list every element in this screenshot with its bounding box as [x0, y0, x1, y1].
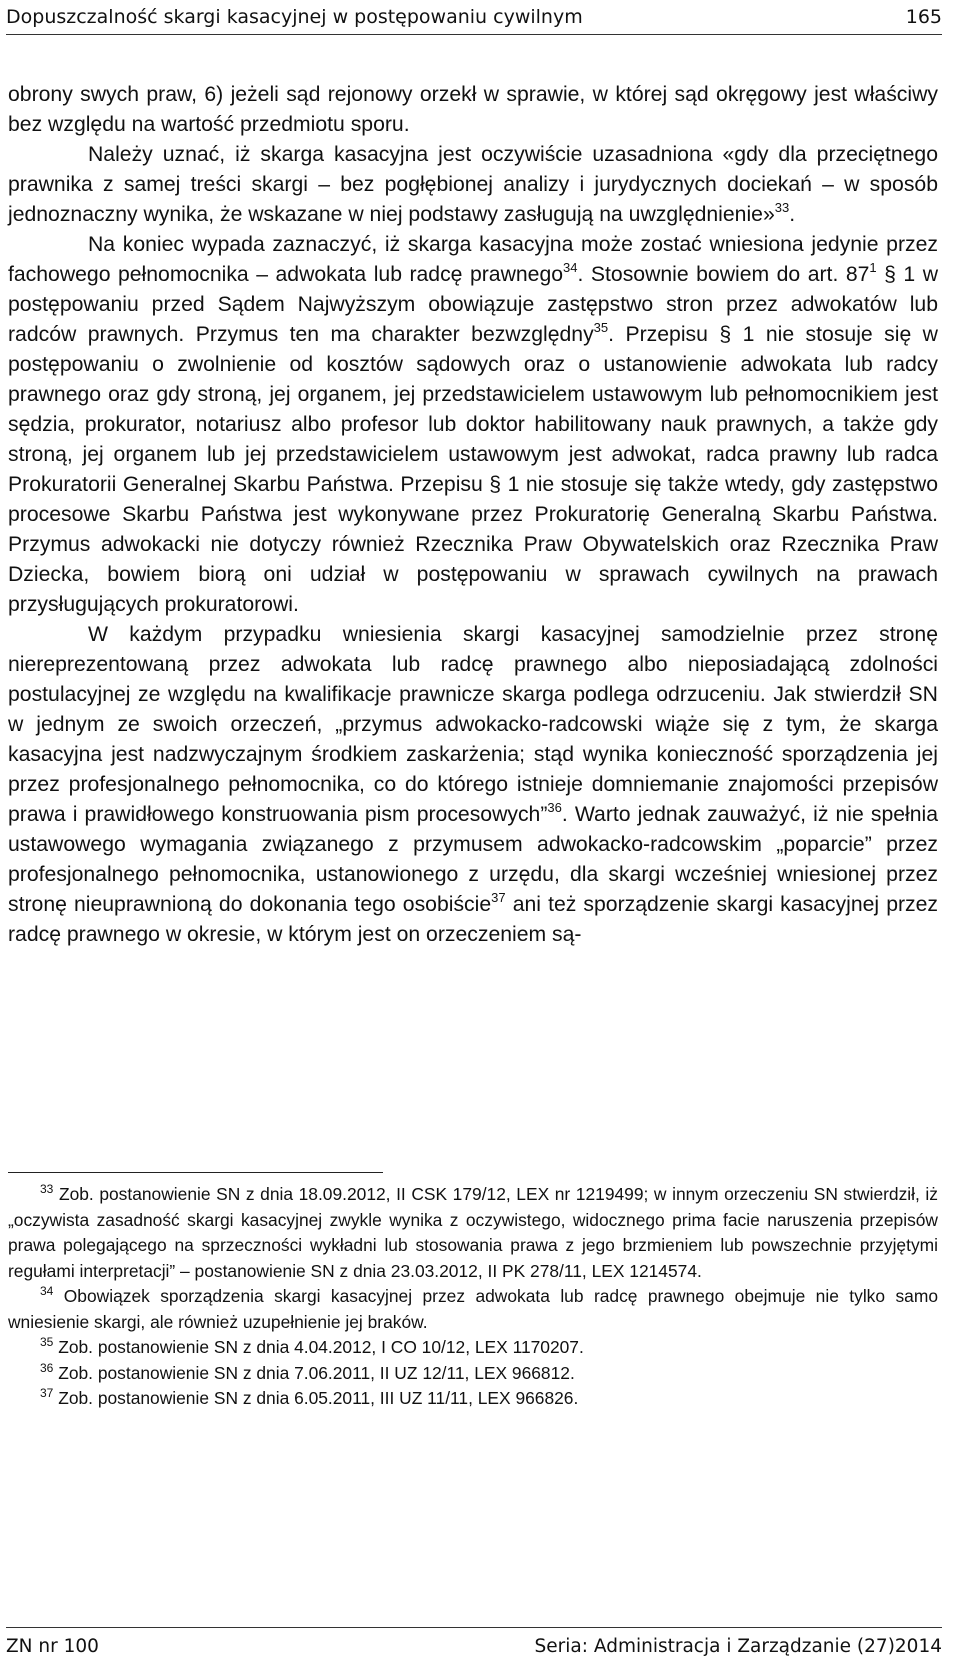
series-info: Seria: Administracja i Zarządzanie (27)2014 — [534, 1636, 942, 1657]
footnote-number: 34 — [40, 1284, 54, 1298]
footnote-ref-33[interactable]: 33 — [774, 200, 790, 215]
running-header — [6, 4, 942, 30]
footnote-ref-36[interactable]: 36 — [547, 800, 562, 815]
footer-rule — [6, 1627, 942, 1628]
footnote-ref-37[interactable]: 37 — [491, 890, 506, 905]
paragraph-1: obrony swych praw, 6) jeżeli sąd rejonowy orzekł w sprawie, w której sąd okręgowy jest właściwy bez względu na wartość przedmiotu sporu. — [8, 83, 938, 136]
footnotes — [8, 1182, 938, 1412]
footnote-separator — [8, 1172, 383, 1173]
footnote-number: 35 — [40, 1335, 54, 1349]
footnote-33 — [8, 1182, 938, 1284]
footnote-text: Zob. postanowienie SN z dnia 18.09.2012, II CSK 179/12, LEX nr 1219499; w innym orzeczeniu SN stwierdził, iż „oczywista zasadność skargi kasacyjnej zwykle wynika z oczywistego, widocznego prima facie naruszenia przepisów prawa polegającego na sprzeczności wykładni lub stosowania prawa z jego brzmieniem lub powszechnie przyjętymi regułami interpretacji” – postanowienie SN z dnia 23.03.2012, II PK 278/11, LEX 1214574. — [8, 1184, 938, 1281]
journal-issue: ZN nr 100 — [6, 1636, 99, 1657]
header-title: Dopuszczalność skargi kasacyjnej w postępowaniu cywilnym — [6, 6, 583, 28]
page-number: 165 — [905, 6, 942, 28]
article-superscript: 1 — [869, 260, 877, 275]
footnote-text: Zob. postanowienie SN z dnia 4.04.2012, I CO 10/12, LEX 1170207. — [53, 1337, 584, 1357]
footnote-text: Obowiązek sporządzenia skargi kasacyjnej przez adwokata lub radcę prawnego obejmuje nie tylko samo wniesienie skargi, ale również uzupełnienie jej braków. — [8, 1286, 938, 1332]
paragraph-4: W każdym przypadku wniesienia skargi kasacyjnej samodzielnie przez stronę niereprezentowaną przez adwokata lub radcę prawnego albo nieposiadającą zdolności postulacyjnej ze względu na kwalifikacje prawnicze skarga podlega odrzuceniu. Jak stwierdził SN w jednym ze swoich orzeczeń, „przymus adwokacko-radcowski wiąże się z tym, że skarga kasacyjna jest nadzwyczajnym środkiem zaskarżenia; stąd wynika konieczność sporządzenia jej przez profesjonalnego pełnomocnika, co do którego istnieje domniemanie znajomości przepisów prawa i prawidłowego konstruowania pism procesowych”$^{36}$. Warto jednak zauważyć, iż nie spełnia ustawowego wymagania związanego z przymusem adwokacko-radcowskim „poparcie” przez profesjonalnego pełnomocnika, ustanowionego z urzędu, dla skargi wcześniej wniesionej przez stronę nieuprawnioną do dokonania tego osobiście$^{37}$ ani też sporządzenie skargi kasacyjnej przez radcę prawnego w okresie, w którym jest on orzeczeniem są- — [8, 623, 938, 946]
footnote-ref-34[interactable]: 34 — [563, 260, 578, 275]
footnote-number: 36 — [40, 1360, 54, 1375]
footnote-36 — [8, 1361, 938, 1387]
footnote-35 — [8, 1335, 938, 1361]
running-footer — [6, 1634, 942, 1660]
footnote-number: 37 — [40, 1386, 54, 1400]
header-rule — [6, 34, 942, 35]
footnote-34 — [8, 1284, 938, 1335]
paragraph-2: Należy uznać, iż skarga kasacyjna jest oczywiście uzasadniona «gdy dla przeciętnego prawnika z samej treści skargi – bez pogłębionej analizy i jurydycznych dociekań – w sposób jednoznaczny wynika, że wskazane w niej podstawy zasługują na uwzględnienie»$^{33}$. — [8, 143, 938, 226]
footnote-ref-35[interactable]: 35 — [593, 320, 609, 335]
footnote-text: Zob. postanowienie SN z dnia 7.06.2011, II UZ 12/11, LEX 966812. — [53, 1362, 575, 1383]
paragraph-3: Na koniec wypada zaznaczyć, iż skarga kasacyjna może zostać wniesiona jedynie przez fachowego pełnomocnika – adwokata lub radcę prawnego$^{34}$. Stosownie bowiem do art. $87^1$ § 1 w postępowaniu przed Sądem Najwyższym obowiązuje zastępstwo stron przez adwokatów lub radców prawnych. Przymus ten ma charakter bezwzględny$^{35}$. Przepisu § 1 nie stosuje się w postępowaniu o zwolnienie od kosztów sądowych oraz o ustanowienie adwokata lub radcy prawnego oraz gdy stroną, jej organem, jej przedstawicielem ustawowym lub pełnomocnikiem jest sędzia, prokurator, notariusz albo profesor lub doktor habilitowany nauk prawnych, a także gdy stroną, jej organem lub jej przedstawicielem ustawowym jest adwokat, radca prawny lub radca Prokuratorii Generalnej Skarbu Państwa. Przepisu § 1 nie stosuje się także wtedy, gdy zastępstwo procesowe Skarbu Państwa jest wykonywane przez Prokuratorię Generalną Skarbu Państwa. Przymus adwokacki nie dotyczy również Rzecznika Praw Obywatelskich oraz Rzecznika Praw Dziecka, bowiem biorą oni udział w postępowaniu w sprawach cywilnych na prawach przysługujących prokuratorowi. — [8, 233, 939, 616]
footnote-37 — [8, 1386, 938, 1412]
footnote-text: Zob. postanowienie SN z dnia 6.05.2011, III UZ 11/11, LEX 966826. — [53, 1388, 579, 1408]
footnote-number: 33 — [40, 1182, 54, 1196]
body-text — [8, 80, 938, 950]
